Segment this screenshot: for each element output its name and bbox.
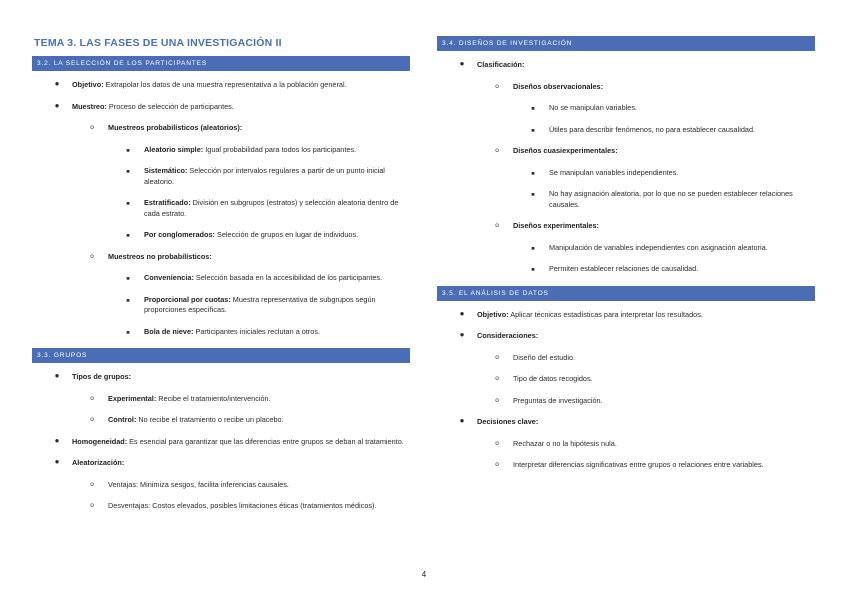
left-column [32,36,410,523]
item-text: Participantes iniciales reclutan a otros. [193,326,321,336]
item-text: Tipo de datos recogidos. [513,374,593,383]
circle-bullet-icon: o [495,222,499,229]
square-bullet-icon: ■ [126,297,130,304]
item-label: Sistemático: [144,166,188,175]
page-number: 4 [421,570,427,579]
item-text: Proceso de selección de participantes. [106,101,234,111]
item-text: División en subgrupos (estratos) y selección aleatoria dentro de cada estrato. [144,198,399,218]
item-text: Muestra representativa de subgrupos según proporciones específicas. [144,294,376,314]
list-item [32,372,410,383]
list-item [32,145,410,156]
list-item [32,273,410,284]
item-text: Manipulación de variables independientes con asignación aleatoria. [549,242,768,252]
circle-bullet-icon: o [495,82,499,90]
list-item [437,146,815,157]
list-item [437,60,815,71]
item-text: Selección basada en la accesibilidad de los participantes. [193,273,383,282]
item-text: Es esencial para garantizar que las diferencias entre grupos se deban al tratamiento. [127,436,404,446]
item-label: Muestreos probabilísticos (aleatorios): [108,123,243,132]
square-bullet-icon: ■ [531,192,535,198]
circle-bullet-icon: o [495,147,499,154]
list-item [32,501,410,512]
circle-bullet-icon: o [495,375,499,382]
bullet-icon: ● [459,59,465,68]
item-label: Muestreo: [72,101,107,111]
item-text: Igual probabilidad para todos los participantes. [203,144,357,154]
item-text: Permiten establecer relaciones de causalidad. [549,264,699,273]
list-item [32,480,410,491]
item-label: Diseños observacionales: [513,81,604,91]
item-label: Clasificación: [477,60,525,69]
list-item [437,460,815,471]
item-text: Recibe el tratamiento/intervención. [156,393,271,403]
list-item [32,327,410,338]
circle-bullet-icon: o [495,396,499,404]
item-label: Experimental: [108,393,157,403]
circle-bullet-icon: o [495,439,499,447]
item-label: Aleatorización: [72,458,125,467]
bullet-icon: ● [459,330,465,339]
list-item [32,394,410,405]
item-label: Decisiones clave: [477,417,539,426]
item-label: Control: [108,415,137,424]
square-bullet-icon: ■ [531,106,535,112]
list-item [437,221,815,232]
item-label: Estratificado: [144,198,191,207]
list-item [32,80,410,91]
item-text: Extrapolar los datos de una muestra representativa a la población general. [103,80,347,89]
list-item [437,396,815,407]
square-bullet-icon: ■ [531,267,535,273]
item-text: No se manipulan variables. [549,103,638,112]
page-title: TEMA 3. LAS FASES DE UNA INVESTIGACIÓN II [34,37,282,49]
item-label: Objetivo: [72,80,104,89]
circle-bullet-icon: o [90,502,94,509]
bullet-icon: ● [54,435,60,445]
square-bullet-icon: ■ [531,127,535,134]
item-text: No recibe el tratamiento o recibe un placebo. [136,415,284,424]
item-text: No hay asignación aleatoria, por lo que no se pueden establecer relaciones causales. [549,189,793,209]
list-item [437,417,815,428]
square-bullet-icon: ■ [126,201,130,207]
list-item [32,166,410,187]
circle-bullet-icon: o [90,394,94,402]
bullet-icon: ● [459,416,465,425]
list-item [32,295,410,316]
list-item [32,252,410,263]
list-item [32,102,410,113]
item-text: Preguntas de investigación. [513,395,603,405]
section-header-disenos: 3.4. DISEÑOS DE INVESTIGACIÓN [437,36,815,51]
item-label: Bola de nieve: [144,326,194,336]
square-bullet-icon: ■ [126,169,130,175]
list-item [32,123,410,134]
list-item [437,103,815,114]
square-bullet-icon: ■ [531,170,535,177]
list-item [32,230,410,241]
right-column [437,36,815,482]
list-item [437,82,815,93]
list-item [437,353,815,364]
item-label: Homogeneidad: [72,436,128,446]
item-text: Selección de grupos en lugar de individuos. [214,230,359,239]
section-header-grupos: 3.3. GRUPOS [32,348,410,363]
square-bullet-icon: ■ [126,147,130,154]
list-item [32,458,410,469]
item-label: Diseños experimentales: [513,221,599,230]
list-item [437,189,815,210]
item-label: Objetivo: [477,309,509,319]
item-label: Tipos de grupos: [72,372,132,381]
bullet-icon: ● [54,457,60,466]
item-label: Diseños cuasiexperimentales: [513,146,618,155]
square-bullet-icon: ■ [531,245,535,252]
item-text: Selección por intervalos regulares a partir de un punto inicial aleatorio. [144,166,385,186]
item-label: Por conglomerados: [144,230,215,239]
item-text: Aplicar técnicas estadísticas para interpretar los resultados. [508,309,703,319]
item-text: Desventajas: Costos elevados, posibles limitaciones éticas (tratamientos médicos). [108,501,377,510]
square-bullet-icon: ■ [126,276,130,282]
item-text: Útiles para describir fenómenos, no para establecer causalidad. [549,124,756,134]
section-header-seleccion: 3.2. LA SELECCIÓN DE LOS PARTICIPANTES [32,56,410,71]
bullet-icon: ● [54,371,60,380]
list-item [437,168,815,179]
item-label: Proporcional por cuotas: [144,294,231,304]
item-label: Muestreos no probabilísticos: [108,251,212,261]
list-item [437,243,815,254]
item-text: Diseño del estudio. [513,352,576,362]
circle-bullet-icon: o [90,480,94,488]
item-text: Se manipulan variables independientes. [549,167,679,177]
list-item [32,437,410,448]
item-text: Rechazar o no la hipótesis nula. [513,438,617,448]
list-item [437,439,815,450]
square-bullet-icon: ■ [126,329,130,336]
item-label: Conveniencia: [144,273,194,282]
circle-bullet-icon: o [90,416,94,423]
square-bullet-icon: ■ [126,233,130,239]
bullet-icon: ● [459,308,465,318]
circle-bullet-icon: o [495,353,499,361]
item-text: Ventajas: Minimiza sesgos, facilita inferencias causales. [108,479,289,489]
circle-bullet-icon: o [495,461,499,468]
list-item [437,310,815,321]
item-label: Aleatorio simple: [144,144,204,154]
bullet-icon: ● [54,79,60,88]
list-item [437,264,815,275]
circle-bullet-icon: o [90,124,94,131]
circle-bullet-icon: o [90,252,94,260]
bullet-icon: ● [54,100,60,110]
item-text: Interpretar diferencias significativas entre grupos o relaciones entre variables. [513,460,764,469]
item-label: Consideraciones: [477,331,539,340]
list-item [32,198,410,219]
list-item [32,415,410,426]
section-header-analisis: 3.5. EL ANÁLISIS DE DATOS [437,286,815,301]
list-item [437,125,815,136]
list-item [437,374,815,385]
list-item [437,331,815,342]
